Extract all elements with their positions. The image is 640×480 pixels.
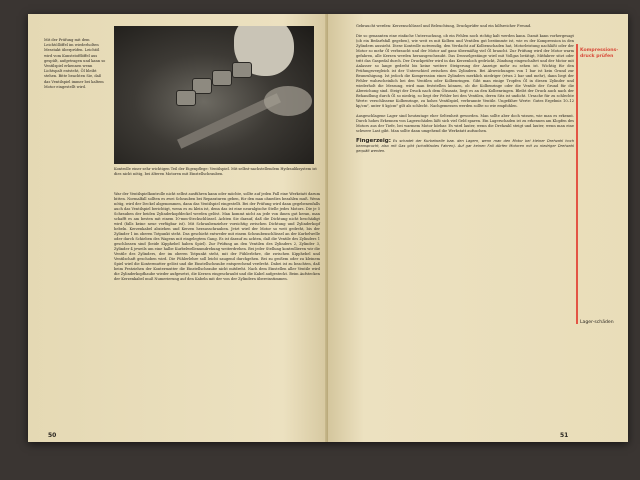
page-number-left: 50 [48, 432, 57, 439]
intro-text: Gebraucht werden: Kerzenschlüssel und Beleuchtung, Druckprüfer und ein hilfsreicher Freund. [356, 24, 532, 28]
bearing-text: Ausgeschlagene Lager sind heutzutage eher Seltenheit geworden. Man sollte aber doch wissen, wie man es erkennt. Durch hohes Erkennen von Lagerschäden läßt sich viel Geld sparen. Ein Lagerschaden ist zu erkennen am Klopfen des Motors aus der Tiefe, bei warmem Motor hörbar. Es wird lauter, wenn die Drehzahl steigt und lauter, wenn man eine schwere Last gibt. Man sollte dann umgehend die Werkstatt aufsuchen. [356, 114, 574, 133]
left-body-text: War der Ventilspielkontrolle nicht selbst ausführen kann oder möchte, sollte auf jeden Fall eine Werkstatt darum bitten. Normalfall sollten es zwei Schrauben bei Reparaturen geben, für den man ohnedies bezahlen muß. Wenn nötig, wird der Deckel abgenommen, dann das Ventilspiel eingestellt. Bei der Prüfung wird dann gegebenenfalls auch das Ventilspiel berichtigt, wenn es zu klein ist, denn das ist eine neuralgische Stelle jedes Motors. Die je 5 Schrauben der beiden Zylinderkopfdeckel werden gelöst. Man kommt nicht an jede von ihnen gut heran, man schafft es am besten mit einem 10-mm-Steckschlüssel. Achten Sie darauf, daß die Dichtung nicht beschädigt wird (falls keine neue verfügbar ist). Mit Schraubenzieher vorsichtig zwischen Dichtung und Zylinderkopf hebeln. Kerzenkabel abziehen und Kerzen herausschrauben. Jetzt wird der Motor so weit gedreht, bis der Zylinder 1 im oberen Totpunkt steht. Das geschieht entweder mit einem Schraubenschlüssel an der Kurbelwelle oder durch Schieben des Wagens mit eingelegtem Gang. Es ist darauf zu achten, daß die Ventile des Zylinders 1 geschlossen sind (beide Kipphebel haben Spiel). Zur Prüfung an den Ventilen des Zylinders 2, Zylinder 3, Zylinder 4 jeweils um eine halbe Kurbelwellenumdrehung weiterdrehen. Bei jeder Stellung kontrollieren wir die Ventile des Zylinders, der im oberen Totpunkt steht, mit der Fühlerlehre, die zwischen Kipphebel und Ventilschaft geschoben wird. Die Fühlerlehre soll leicht saugend durchgehen. Bei zu großem oder zu kleinem Spiel wird die Kontermutter gelöst und die Einstellschraube entsprechend verdreht. Dabei ist zu beachten, daß beim Festziehen der Kontermutter die Einstellschraube nicht mitdreht. Nach dem Einstellen aller Ventile wird die Zylinderkopfhaube wieder aufgesetzt, die Kerzen eingeschraubt und die Kabel aufgesteckt. Beim Aufstecken der Kerzenkabel muß Numerierung auf den Kabeln mit der von der Zylindern übereinstimmen. [114, 192, 320, 281]
side-heading-compression: Kompressions-druck prüfen [580, 48, 619, 59]
compression-text: Die so genannten eine einfache Untersuchung, ob ein Fehlen noch richtig kalt werden kann. Damit kann vorhergesagt (ob ein Bedarfsfall gegeben), wie weit es mit Kolben und Ventilen gut bestimmte ist, wie es der Kompression in den Zylindern aussieht. Diese Kontrolle notwendig, den Verdacht auf Kolbenschaden hat, Motorleistung nachläßt oder der Motor so mehr Öl verbraucht und der Motor auf ganz übermäßig viel Öl braucht. Zur Prüfung wird der Motor warm gefahren, alle Kerzen werden herausgeschraubt. Das Drosselgestänge wird mit Vollgas betätigt, Mitfahrer sitzt oder tritt das Gaspedal durch. Der Druckprüfer wird in das Kerzenloch gedrückt, Zündung eingeschaltet und der Motor mit Anlasser so lange gedreht bis keine weitere Steigerung der Anzeige mehr zu sehen ist. Wichtig für den Prüfungsvergleich ist der Unterschied zwischen den Zylindern. Bei Abweichungen von 1 bar ist kein Grund zur Beunruhigung. Ist jedoch die Kompression eines Zylinders merklich niedriger (etwa 2 bar und mehr), dann liegt der Fehler wahrscheinlich bei den Ventilen oder Kolbenringen. Gibt man einige Tropfen Öl in diesen Zylinder und wiederholt die Messung, wird man feststellen können, ob die Kolbenringe oder die Ventile der Grund für die Abweichung sind. Steigt der Druck nach dem Ölzusatz, liegt es an den Kolbenringen. Bleibt der Druck auch nach der Behandlung durch Öl so niedrig, so liegt der Fehler bei den Ventilen, deren Sitz ist undicht. Ursache für zu schlechte Werte: verschlissene Kolbenringe, zu hohes Ventilspiel, verbrannte Ventile. Ungefähre Werte: Gutes Ergebnis 10–12 kp/cm², unter 8 kp/cm² gilt als schlecht. Nachgemessen werden sollte so wie empfohlen. [356, 34, 574, 108]
valve-shape [176, 90, 196, 106]
right-body [356, 24, 574, 159]
engine-photo [114, 26, 314, 164]
side-heading-bearings: Lager-schäden [580, 320, 614, 325]
highlight-shape [264, 86, 312, 116]
red-marker [576, 44, 578, 324]
left-page [28, 14, 328, 442]
tip-paragraph [356, 139, 574, 154]
page-number-right: 51 [560, 432, 569, 439]
photo-caption: Kontrolle einer sehr wichtigen Teil der Eigenpflege: Ventilspiel. Mit selbst-nachstellendem Hydrauliksystem ist dies nicht nötig, bei älteren Motoren mit Einstellschrauben. [114, 167, 317, 176]
tip-title: Fingerzeig: [356, 138, 391, 144]
valve-shape [232, 62, 252, 78]
tip-text: Es schadet der Kurbelwelle bzw. den Lagern, wenn man den Motor bei kleiner Drehzahl hoch beansprucht, also mit Gas gibt (schaltfaules Fahren). Auf gar keinen Fall dürfen Motoren mit zu niedriger Drehzahl gequält werden. [356, 139, 574, 153]
valve-shape [212, 70, 232, 86]
side-caption: Mit der Prüfung mit dem Leichtöllöffel im wiederholten Messtakt überprüfen. Leichtöl wird vom Kunststofflöffel aus gespült, aufgetragen und kann so Ventilspiel erkennen wenn Lichtspalt entsteht, Öl bleibt stehen. Bitte beachten Sie, daß das Ventilspiel immer bei kaltem Motor eingestellt wird. [44, 38, 106, 89]
book-spread [28, 14, 628, 442]
right-page [328, 14, 628, 442]
